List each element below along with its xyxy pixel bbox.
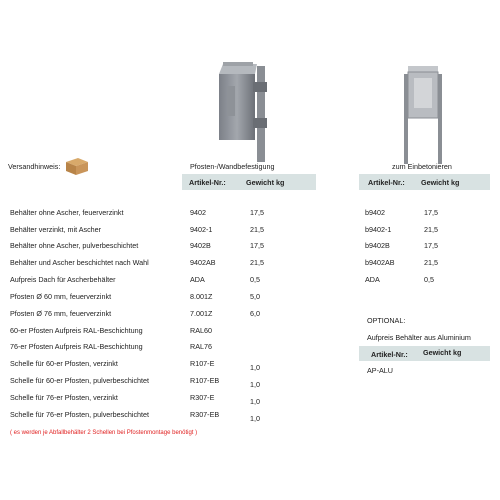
row-weight: 17,5 xyxy=(424,241,438,250)
optional-label: OPTIONAL: xyxy=(367,316,406,325)
header-weight: Gewicht kg xyxy=(246,178,285,187)
row-description: Behälter ohne Ascher, pulverbeschichtet xyxy=(10,241,139,250)
optional-table-header xyxy=(359,346,490,361)
row-article: 7.001Z xyxy=(190,309,213,318)
concrete-in-bin-image xyxy=(402,60,444,164)
row-article: b9402B xyxy=(365,241,390,250)
row-weight: 17,5 xyxy=(250,208,264,217)
row-description: Pfosten Ø 76 mm, feuerverzinkt xyxy=(10,309,112,318)
row-description: Schelle für 76-er Pfosten, pulverbeschichtet xyxy=(10,410,150,419)
row-description: 76-er Pfosten Aufpreis RAL-Beschichtung xyxy=(10,342,143,351)
row-weight: 21,5 xyxy=(250,225,264,234)
header-weight: Gewicht kg xyxy=(423,348,462,357)
right-table-header xyxy=(359,174,490,190)
row-description: Schelle für 76-er Pfosten, verzinkt xyxy=(10,393,118,402)
optional-article: AP-ALU xyxy=(367,366,393,375)
header-article: Artikel-Nr.: xyxy=(189,178,226,187)
row-weight: 5,0 xyxy=(250,292,260,301)
row-weight: 1,0 xyxy=(250,397,260,406)
row-article: RAL60 xyxy=(190,326,212,335)
shipping-label: Versandhinweis: xyxy=(8,162,61,171)
row-description: Pfosten Ø 60 mm, feuerverzinkt xyxy=(10,292,112,301)
row-description: Schelle für 60-er Pfosten, verzinkt xyxy=(10,359,118,368)
row-article: R307-E xyxy=(190,393,215,402)
row-description: Behälter ohne Ascher, feuerverzinkt xyxy=(10,208,124,217)
row-article: RAL76 xyxy=(190,342,212,351)
row-weight: 21,5 xyxy=(250,258,264,267)
row-description: Schelle für 60-er Pfosten, pulverbeschichtet xyxy=(10,376,150,385)
row-article: R107-EB xyxy=(190,376,220,385)
row-article: 9402B xyxy=(190,241,211,250)
row-article: 8.001Z xyxy=(190,292,213,301)
row-article: 9402AB xyxy=(190,258,216,267)
row-weight: 1,0 xyxy=(250,414,260,423)
row-article: b9402-1 xyxy=(365,225,392,234)
row-weight: 0,5 xyxy=(250,275,260,284)
box-icon xyxy=(64,156,90,176)
header-article: Artikel-Nr.: xyxy=(368,178,405,187)
row-description: 60-er Pfosten Aufpreis RAL-Beschichtung xyxy=(10,326,143,335)
footnote: ( es werden je Abfallbehälter 2 Schellen bei Pfostenmontage benötigt ) xyxy=(10,430,198,436)
row-description: Aufpreis Dach für Ascherbehälter xyxy=(10,275,116,284)
optional-description: Aufpreis Behälter aus Aluminium xyxy=(367,333,471,342)
row-weight: 1,0 xyxy=(250,363,260,372)
row-description: Behälter und Ascher beschichtet nach Wahl xyxy=(10,258,149,267)
row-description: Behälter verzinkt, mit Ascher xyxy=(10,225,102,234)
row-weight: 6,0 xyxy=(250,309,260,318)
post-mounted-bin-image xyxy=(213,58,279,162)
row-weight: 17,5 xyxy=(250,241,264,250)
header-weight: Gewicht kg xyxy=(421,178,460,187)
row-weight: 1,0 xyxy=(250,380,260,389)
row-weight: 21,5 xyxy=(424,225,438,234)
row-article: b9402AB xyxy=(365,258,395,267)
row-article: R107-E xyxy=(190,359,215,368)
row-article: ADA xyxy=(365,275,380,284)
row-article: R307-EB xyxy=(190,410,220,419)
row-weight: 17,5 xyxy=(424,208,438,217)
row-article: 9402-1 xyxy=(190,225,213,234)
row-weight: 0,5 xyxy=(424,275,434,284)
row-article: b9402 xyxy=(365,208,385,217)
row-article: ADA xyxy=(190,275,205,284)
left-table-header xyxy=(182,174,316,190)
header-article: Artikel-Nr.: xyxy=(371,350,408,359)
row-article: 9402 xyxy=(190,208,206,217)
right-column-title: zum Einbetonieren xyxy=(392,162,452,171)
left-column-title: Pfosten-/Wandbefestigung xyxy=(190,162,275,171)
row-weight: 21,5 xyxy=(424,258,438,267)
